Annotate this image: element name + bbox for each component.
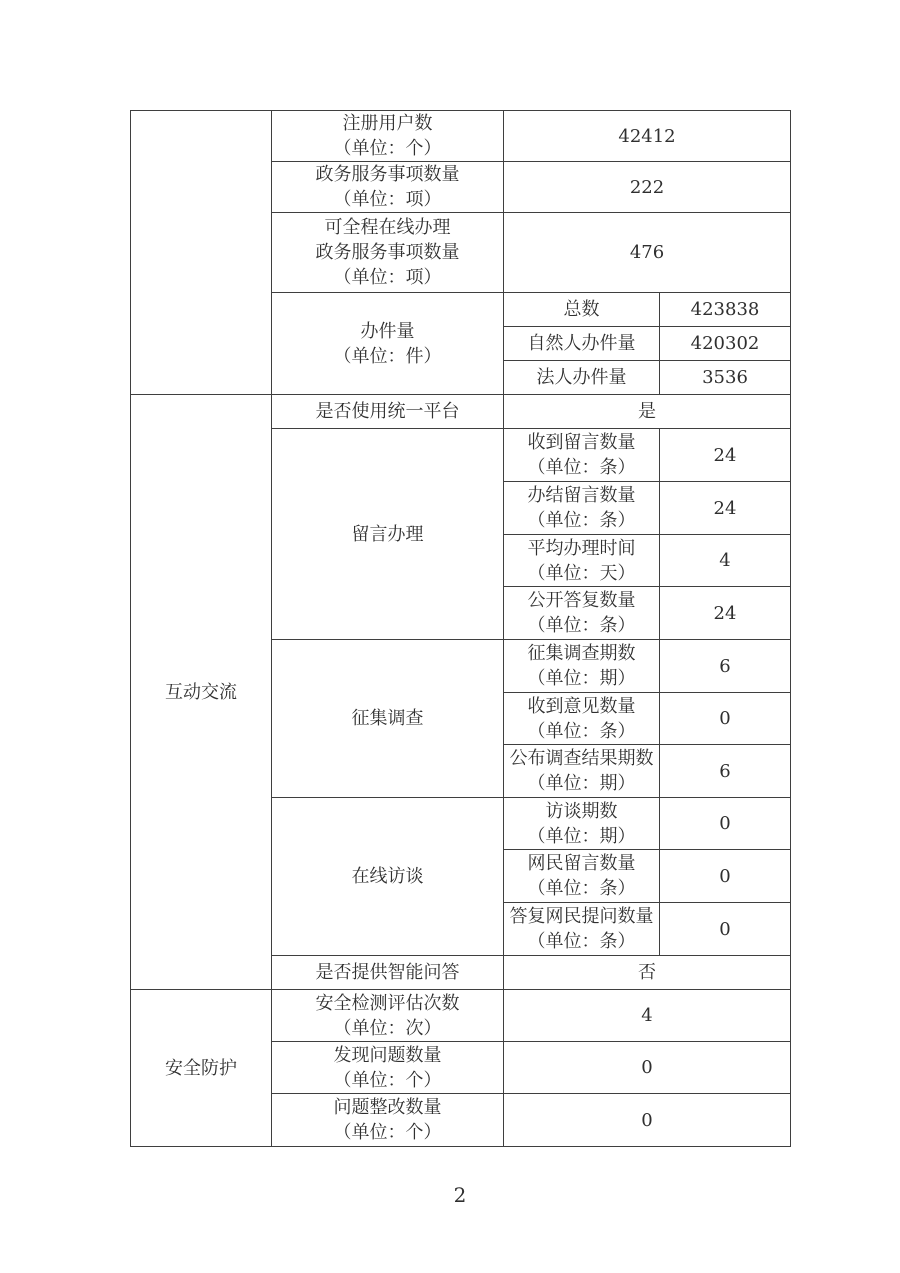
sub-label-cell <box>504 587 660 640</box>
sub-unit: （单位：期） <box>527 773 636 794</box>
metric-unit: （单位：项） <box>333 267 442 288</box>
metric-label: 发现问题数量 <box>333 1044 442 1066</box>
metric-label: 办件量 <box>360 320 415 342</box>
sub-label-cell: 法人办件量 <box>504 361 660 395</box>
metric-label-cell: 在线访谈 <box>272 798 504 956</box>
metric-label-cell: 是否提供智能问答 <box>272 956 504 990</box>
sub-unit: （单位：条） <box>527 931 636 952</box>
metric-label: 安全检测评估次数 <box>315 992 460 1014</box>
metric-label-cell <box>272 1042 504 1094</box>
metric-label-cell <box>272 162 504 213</box>
metric-unit: （单位：个） <box>333 138 442 159</box>
metric-value-cell: 222 <box>504 162 791 213</box>
sub-value-cell: 423838 <box>660 293 791 327</box>
sub-unit: （单位：条） <box>527 720 636 742</box>
metric-label-cell: 是否使用统一平台 <box>272 395 504 429</box>
metric-value-cell: 0 <box>504 1094 791 1147</box>
sub-label: 公布调查结果期数 <box>509 748 654 769</box>
page-number: 2 <box>453 1183 467 1207</box>
sub-unit: （单位：条） <box>527 457 636 478</box>
sub-label: 网民留言数量 <box>527 853 636 874</box>
sub-label-cell: 总数 <box>504 293 660 327</box>
group-cell <box>131 990 272 1147</box>
sub-label: 公开答复数量 <box>527 590 636 611</box>
sub-value-cell: 6 <box>660 640 791 693</box>
metric-label: 政务服务事项数量 <box>315 242 460 263</box>
sub-label: 平均办理时间 <box>527 537 636 559</box>
group-label: 安全防护 <box>165 1057 237 1079</box>
sub-value-cell: 4 <box>660 535 791 587</box>
sub-value-cell: 24 <box>660 482 791 535</box>
table-row <box>131 111 791 162</box>
sub-unit: （单位：条） <box>527 878 636 899</box>
sub-unit: （单位：期） <box>527 668 636 689</box>
metric-label: 可全程在线办理 <box>324 217 451 238</box>
sub-label: 办结留言数量 <box>527 485 636 506</box>
metric-label-cell <box>272 111 504 162</box>
metric-label-cell <box>272 1094 504 1147</box>
metric-unit: （单位：个） <box>333 1122 442 1143</box>
metric-label-cell <box>272 990 504 1042</box>
metric-label-cell: 征集调查 <box>272 640 504 798</box>
table-row <box>131 395 791 429</box>
sub-label-cell <box>504 535 660 587</box>
metric-value-cell: 是 <box>504 395 791 429</box>
sub-label: 答复网民提问数量 <box>509 906 654 927</box>
metric-label: 政务服务事项数量 <box>315 164 460 185</box>
metric-value-cell: 0 <box>504 1042 791 1094</box>
sub-label: 征集调查期数 <box>527 643 636 664</box>
sub-label-cell <box>504 850 660 903</box>
metric-unit: （单位：次） <box>333 1017 442 1039</box>
group-cell <box>131 111 272 395</box>
sub-value-cell: 24 <box>660 429 791 482</box>
sub-label-cell: 自然人办件量 <box>504 327 660 361</box>
sub-label-cell <box>504 640 660 693</box>
metric-label: 注册用户数 <box>342 113 433 134</box>
sub-label-cell <box>504 745 660 798</box>
metric-unit: （单位：项） <box>333 189 442 210</box>
sub-label-cell <box>504 693 660 745</box>
sub-value-cell: 6 <box>660 745 791 798</box>
sub-label-cell <box>504 429 660 482</box>
sub-unit: （单位：条） <box>527 510 636 531</box>
sub-unit: （单位：天） <box>527 562 636 584</box>
sub-label-cell <box>504 903 660 956</box>
metric-label-cell: 留言办理 <box>272 429 504 640</box>
sub-unit: （单位：期） <box>527 825 636 847</box>
sub-unit: （单位：条） <box>527 615 636 636</box>
table-row <box>131 990 791 1042</box>
sub-value-cell: 24 <box>660 587 791 640</box>
sub-value-cell: 3536 <box>660 361 791 395</box>
metric-label: 问题整改数量 <box>333 1097 442 1118</box>
sub-label: 收到留言数量 <box>527 432 636 453</box>
sub-label-cell <box>504 798 660 850</box>
metric-value-cell: 42412 <box>504 111 791 162</box>
group-label: 互动交流 <box>165 681 237 703</box>
metric-value-cell: 476 <box>504 213 791 293</box>
statistics-table <box>130 110 791 1147</box>
sub-value-cell: 420302 <box>660 327 791 361</box>
sub-value-cell: 0 <box>660 850 791 903</box>
sub-value-cell: 0 <box>660 693 791 745</box>
metric-label-cell <box>272 213 504 293</box>
metric-unit: （单位：个） <box>333 1069 442 1091</box>
metric-label-cell <box>272 293 504 395</box>
metric-value-cell: 否 <box>504 956 791 990</box>
metric-unit: （单位：件） <box>333 345 442 367</box>
sub-value-cell: 0 <box>660 798 791 850</box>
sub-label-cell <box>504 482 660 535</box>
metric-value-cell: 4 <box>504 990 791 1042</box>
group-cell <box>131 395 272 990</box>
sub-value-cell: 0 <box>660 903 791 956</box>
sub-label: 收到意见数量 <box>527 695 636 717</box>
sub-label: 访谈期数 <box>545 800 618 822</box>
